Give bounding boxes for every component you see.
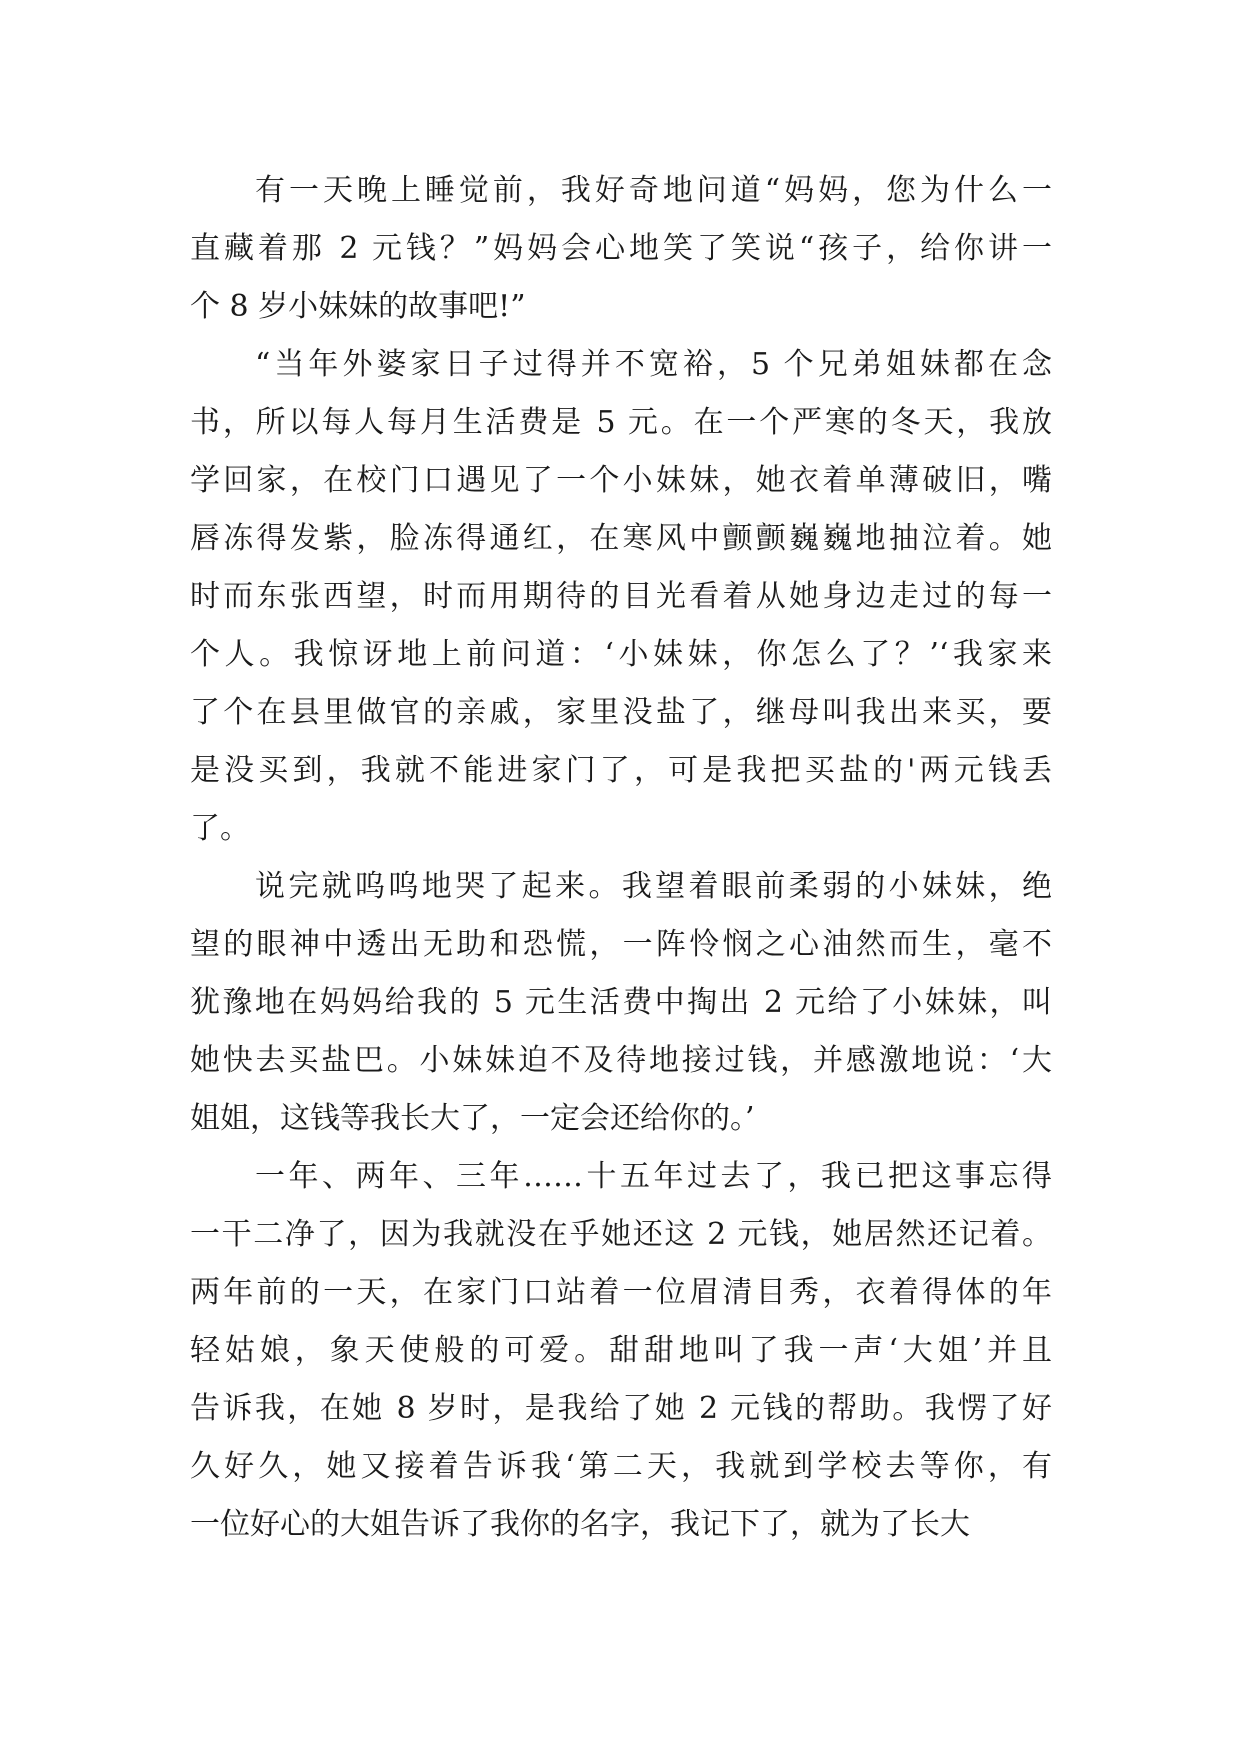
text-line: 是没买到，我就不能进家门了，可是我把买盐的'两元钱丢 [190, 753, 1052, 788]
text-line: 唇冻得发紫，脸冻得通红，在寒风中颤颤巍巍地抽泣着。她 [190, 521, 1052, 556]
text-line: 直藏着那 2 元钱？”妈妈会心地笑了笑说“孩子，给你讲一 [190, 231, 1052, 266]
text-line: 一位好心的大姐告诉了我你的名字，我记下了，就为了长大 [190, 1507, 970, 1542]
document-body [190, 162, 1052, 1554]
text-line: 个 8 岁小妹妹的故事吧!” [190, 289, 526, 324]
text-line: 了。 [190, 811, 250, 846]
text-line: 告诉我，在她 8 岁时，是我给了她 2 元钱的帮助。我愣了好 [190, 1391, 1052, 1426]
paragraph [190, 858, 1052, 1148]
text-line: 久好久，她又接着告诉我‘第二天，我就到学校去等你，有 [190, 1449, 1052, 1484]
text-line: 姐姐，这钱等我长大了，一定会还给你的。’ [190, 1101, 755, 1136]
paragraph [190, 1148, 1052, 1554]
text-line: 一年、两年、三年……十五年过去了，我已把这事忘得 [255, 1159, 1052, 1194]
text-line: 一干二净了，因为我就没在乎她还这 2 元钱，她居然还记着。 [190, 1217, 1052, 1252]
paragraph [190, 162, 1052, 336]
paragraph [190, 336, 1052, 858]
text-line: 个人。我惊讶地上前问道：‘小妹妹，你怎么了？’‘我家来 [190, 637, 1052, 672]
text-line: 犹豫地在妈妈给我的 5 元生活费中掏出 2 元给了小妹妹，叫 [190, 985, 1052, 1020]
text-line: 两年前的一天，在家门口站着一位眉清目秀，衣着得体的年 [190, 1275, 1052, 1310]
text-line: 学回家，在校门口遇见了一个小妹妹，她衣着单薄破旧，嘴 [190, 463, 1052, 498]
text-line: 有一天晚上睡觉前，我好奇地问道“妈妈，您为什么一 [255, 173, 1052, 208]
text-line: “当年外婆家日子过得并不宽裕，5 个兄弟姐妹都在念 [255, 347, 1052, 382]
text-line: 望的眼神中透出无助和恐慌，一阵怜悯之心油然而生，毫不 [190, 927, 1052, 962]
text-line: 时而东张西望，时而用期待的目光看着从她身边走过的每一 [190, 579, 1052, 614]
text-line: 轻姑娘，象天使般的可爱。甜甜地叫了我一声‘大姐’并且 [190, 1333, 1052, 1368]
text-line: 了个在县里做官的亲戚，家里没盐了，继母叫我出来买，要 [190, 695, 1052, 730]
text-line: 说完就呜呜地哭了起来。我望着眼前柔弱的小妹妹，绝 [255, 869, 1052, 904]
text-line: 她快去买盐巴。小妹妹迫不及待地接过钱，并感激地说：‘大 [190, 1043, 1052, 1078]
text-line: 书，所以每人每月生活费是 5 元。在一个严寒的冬天，我放 [190, 405, 1052, 440]
